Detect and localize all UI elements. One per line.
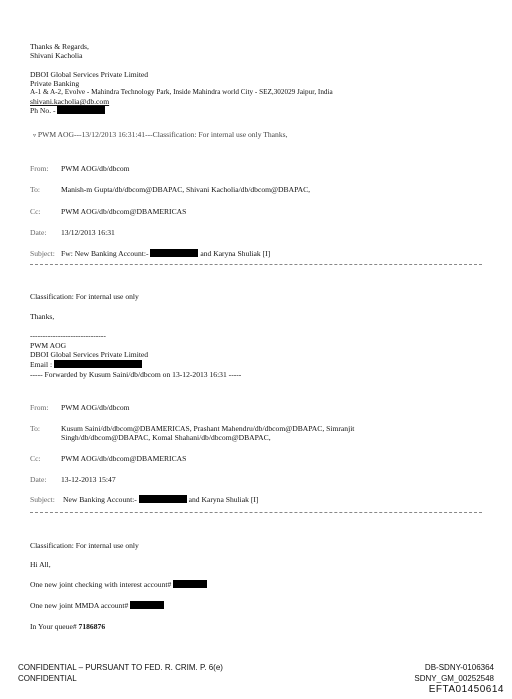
queue-line xyxy=(30,622,105,631)
queue-label: In Your queue# xyxy=(30,622,77,631)
date-value: 13-12-2013 15:47 xyxy=(61,475,116,484)
redaction-subject xyxy=(150,249,198,257)
email-label: Email : xyxy=(30,360,53,369)
redaction-phone xyxy=(57,106,105,114)
to-value-line2: Singh/db/dbcom@DBAPAC, Komal Shahani/db/dbcom@DBAPAC, xyxy=(61,433,271,442)
collapse-arrow-icon[interactable]: ▿ xyxy=(33,133,37,139)
sender-email xyxy=(30,360,142,369)
redaction-subject xyxy=(139,495,187,503)
date-label: Date: xyxy=(30,228,47,237)
signature-company: DBOI Global Services Private Limited xyxy=(30,70,149,79)
thread-summary xyxy=(33,130,288,141)
footer-confidential: CONFIDENTIAL xyxy=(18,674,77,683)
subject-prefix: New Banking Account:- xyxy=(63,495,137,504)
signature-address: A-1 & A-2, Evolve - Mahindra Technology Park, Inside Mahindra world City - SEZ,302029 Jaipur, India xyxy=(30,88,333,96)
joint-mmda-line xyxy=(30,601,164,610)
classification: Classification: For internal use only xyxy=(30,541,139,550)
separator xyxy=(30,264,482,265)
to-value: Manish-m Gupta/db/dbcom@DBAPAC, Shivani Kacholia/db/dbcom@DBAPAC, xyxy=(61,185,311,194)
footer-bates-db: DB-SDNY-0106364 xyxy=(424,663,494,672)
subject-label: Subject: xyxy=(30,495,55,504)
redaction-account xyxy=(130,601,164,609)
sender-name: PWM AOG xyxy=(30,341,67,350)
to-value-line1: Kusum Saini/db/dbcom@DBAMERICAS, Prashant Mahendru/db/dbcom@DBAPAC, Simranjit xyxy=(61,424,355,433)
subject-value xyxy=(61,249,270,258)
joint-mmda-text: One new joint MMDA account# xyxy=(30,601,129,610)
signature-phone xyxy=(30,106,105,115)
from-value: PWM AOG/db/dbcom xyxy=(61,164,130,173)
subject-suffix: and Karyna Shuliak [I] xyxy=(200,249,271,258)
signature-dept: Private Banking xyxy=(30,79,80,88)
redaction-account xyxy=(173,580,207,588)
date-label: Date: xyxy=(30,475,47,484)
from-label: From: xyxy=(30,164,49,173)
signature-email[interactable]: shivani.kacholia@db.com xyxy=(30,97,110,106)
thread-summary-text: PWM AOG---13/12/2013 16:31:41---Classification: For internal use only Thanks, xyxy=(37,130,288,139)
queue-number: 7186876 xyxy=(78,622,106,631)
greeting: Hi All, xyxy=(30,560,51,569)
from-label: From: xyxy=(30,403,49,412)
footer-bates-sdny: SDNY_GM_00252548 xyxy=(414,674,494,683)
cc-label: Cc: xyxy=(30,454,41,463)
date-value: 13/12/2013 16:31 xyxy=(61,228,115,237)
signature-name: Shivani Kacholia xyxy=(30,51,83,60)
signature-thanks: Thanks & Regards, xyxy=(30,42,89,51)
to-label: To: xyxy=(30,424,41,433)
dashes: ------------------------------ xyxy=(30,331,106,340)
subject-value xyxy=(63,495,258,504)
forwarded-line: ----- Forwarded by Kusum Saini/db/dbcom on 13-12-2013 16:31 ----- xyxy=(30,370,242,379)
footer-efta: EFTA01450614 xyxy=(428,684,504,695)
cc-value: PWM AOG/db/dbcom@DBAMERICAS xyxy=(61,454,187,463)
cc-value: PWM AOG/db/dbcom@DBAMERICAS xyxy=(61,207,187,216)
redaction-email xyxy=(54,360,142,368)
body-thanks: Thanks, xyxy=(30,312,55,321)
footer-confidential-notice: CONFIDENTIAL – PURSUANT TO FED. R. CRIM. P. 6(e) xyxy=(18,663,223,672)
sender-company: DBOI Global Services Private Limited xyxy=(30,350,149,359)
phone-label: Ph No. - xyxy=(30,106,56,115)
subject-suffix: and Karyna Shuliak [I] xyxy=(188,495,259,504)
subject-prefix: Fw: New Banking Account:- xyxy=(61,249,149,258)
classification: Classification: For internal use only xyxy=(30,292,139,301)
from-value: PWM AOG/db/dbcom xyxy=(61,403,130,412)
separator xyxy=(30,512,482,513)
joint-checking-text: One new joint checking with interest account# xyxy=(30,580,172,589)
to-label: To: xyxy=(30,185,41,194)
subject-label: Subject: xyxy=(30,249,55,258)
cc-label: Cc: xyxy=(30,207,41,216)
joint-checking-line xyxy=(30,580,207,589)
